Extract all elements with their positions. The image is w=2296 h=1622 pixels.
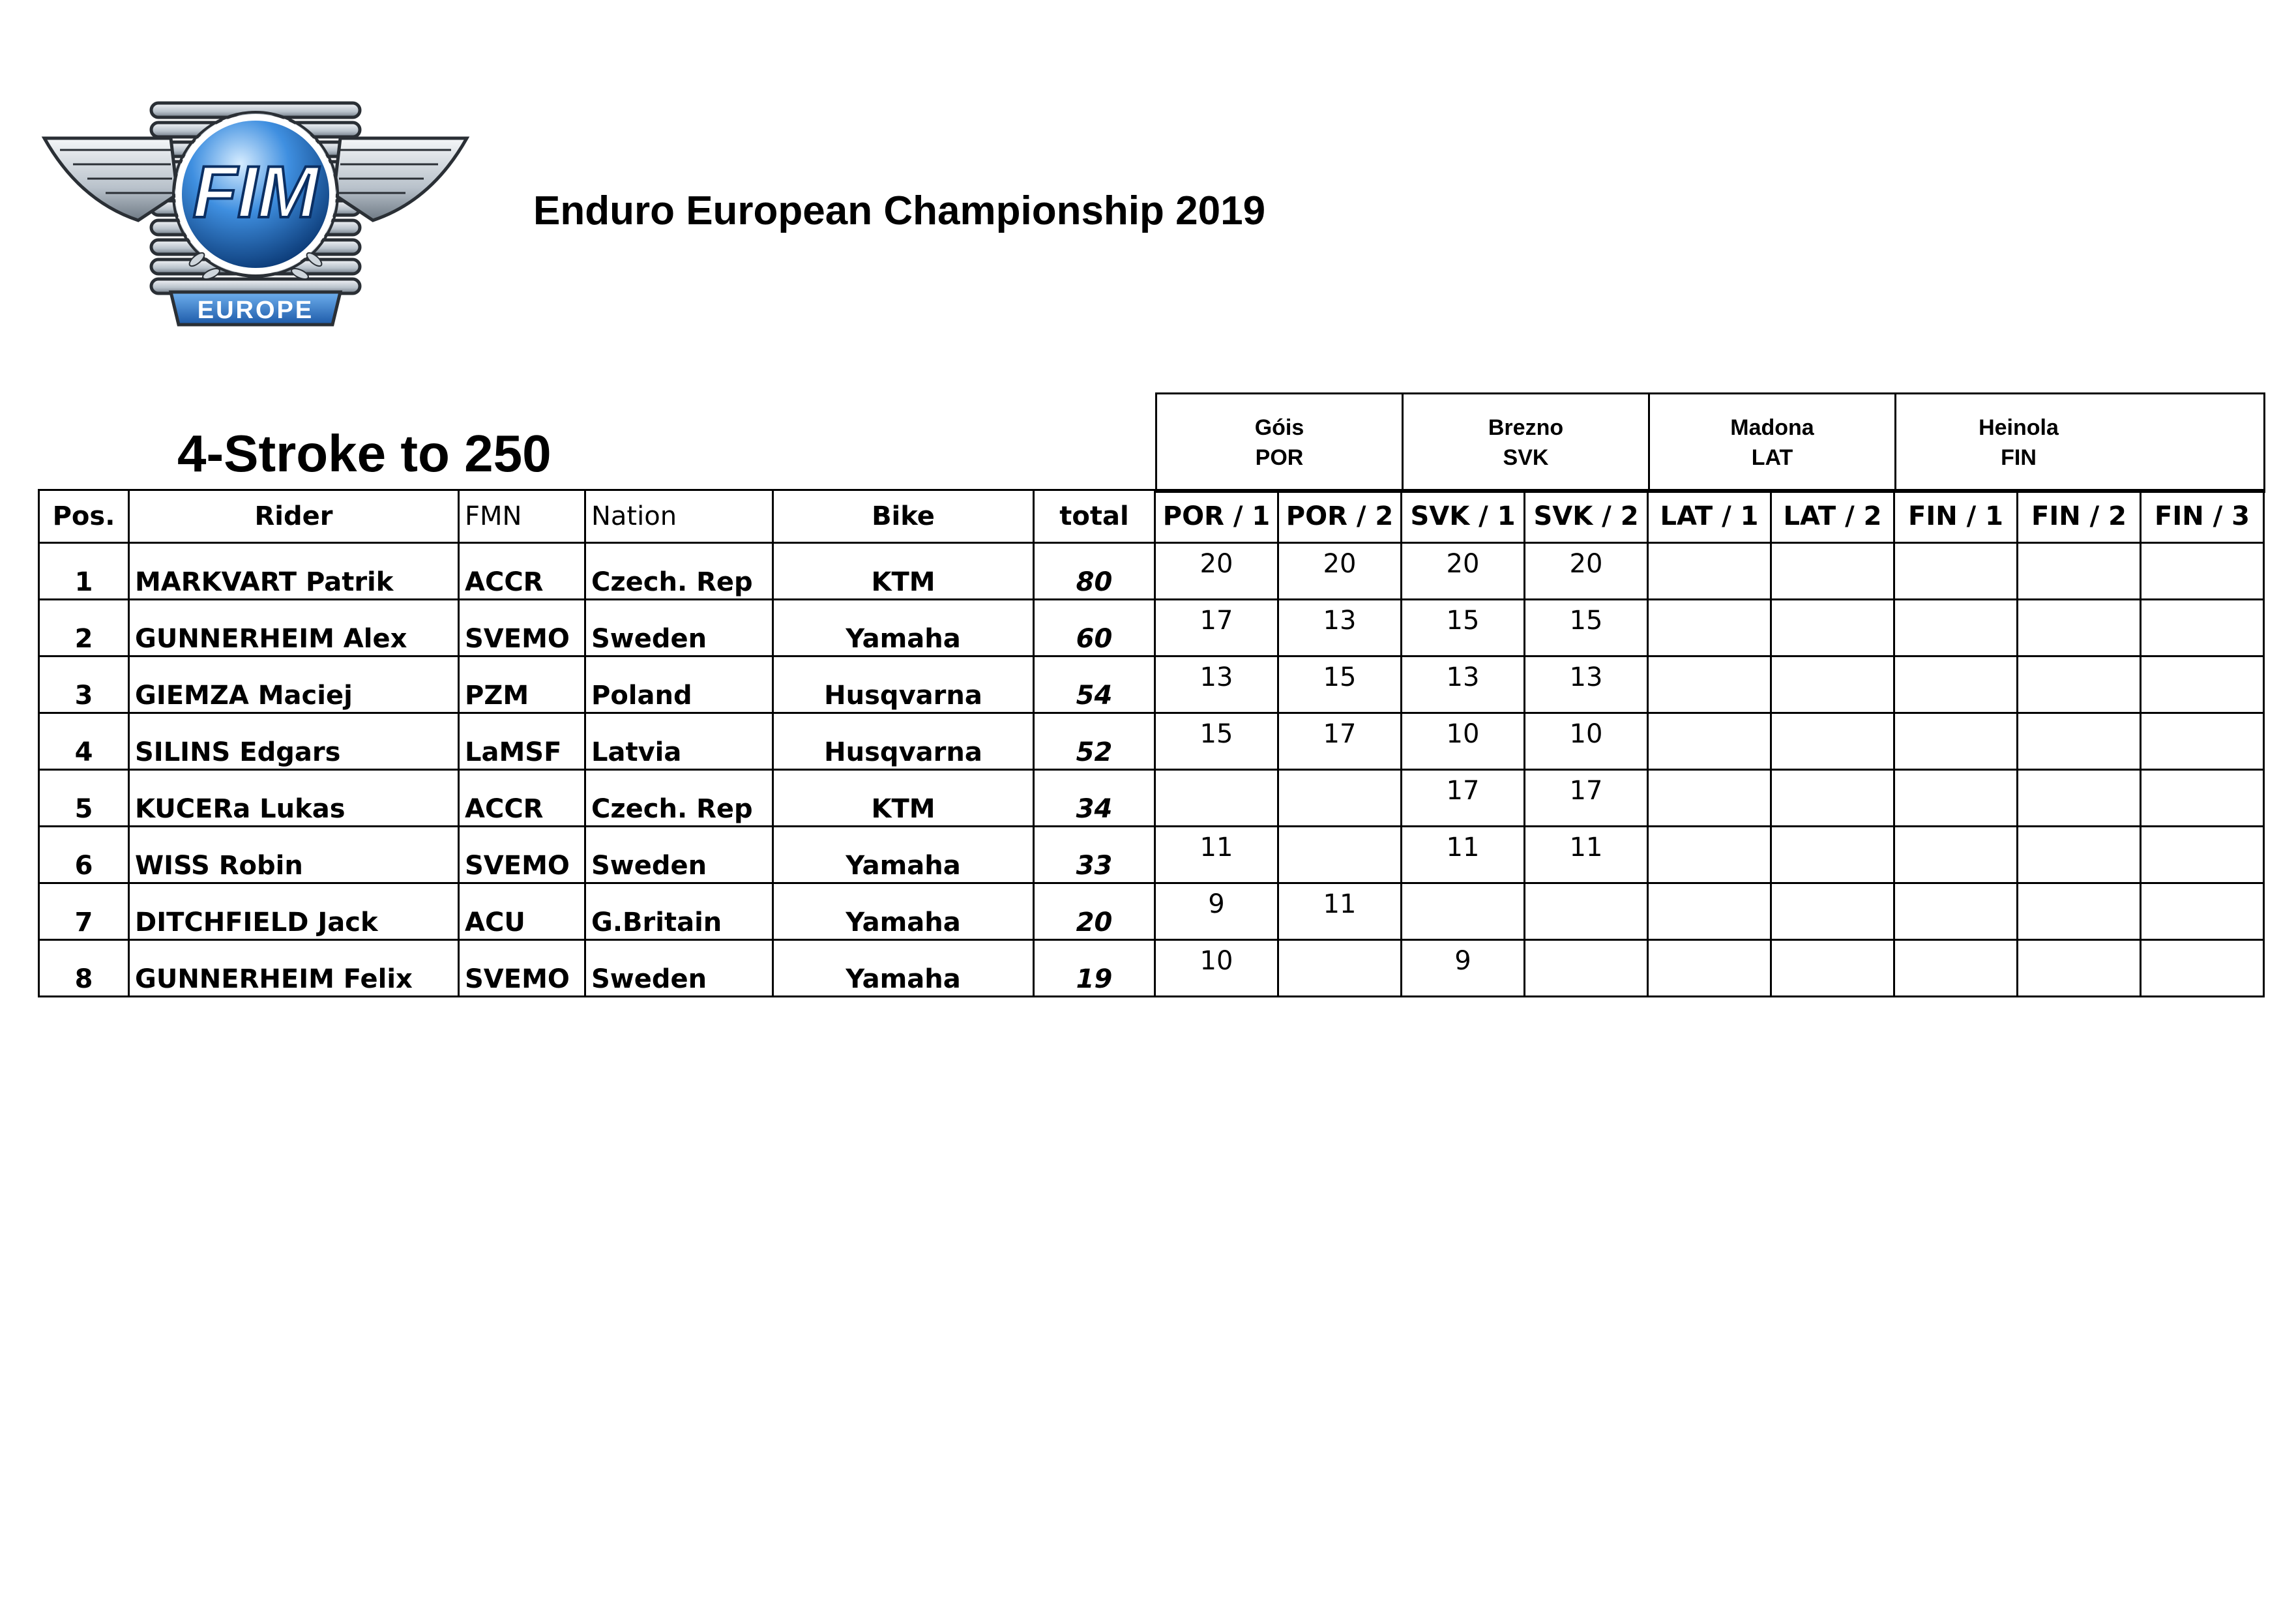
pos-cell: 3 [39,656,129,713]
score-cell [1525,940,1648,997]
fmn-cell: ACCR [459,770,585,827]
rider-cell: GUNNERHEIM Felix [129,940,459,997]
pos-cell: 1 [39,543,129,600]
score-cell [1771,656,1894,713]
score-cell [1648,770,1771,827]
score-cell [1894,883,2018,940]
score-cell [1648,543,1771,600]
score-cell [1771,827,1894,883]
score-cell [2141,656,2264,713]
score-cell: 17 [1278,713,1402,770]
fmn-cell: SVEMO [459,940,585,997]
col-header-fmn: FMN [459,490,585,543]
table-row [39,656,2264,713]
pos-cell: 2 [39,600,129,656]
score-cell: 13 [1155,656,1278,713]
score-cell [2018,600,2141,656]
score-cell [2141,940,2264,997]
score-cell: 20 [1278,543,1402,600]
score-cell: 11 [1155,827,1278,883]
score-cell [1278,827,1402,883]
score-cell: 9 [1155,883,1278,940]
venue-header [1894,392,2265,493]
score-cell: 17 [1525,770,1648,827]
table-row [39,940,2264,997]
fmn-cell: ACCR [459,543,585,600]
nation-cell: Czech. Rep [585,770,773,827]
rider-cell: GUNNERHEIM Alex [129,600,459,656]
score-cell [1771,600,1894,656]
venue-header [1402,392,1648,493]
total-cell: 20 [1034,883,1155,940]
rider-cell: MARKVART Patrik [129,543,459,600]
fmn-cell: SVEMO [459,600,585,656]
score-cell: 13 [1402,656,1525,713]
bike-cell: Yamaha [773,883,1034,940]
rider-cell: GIEMZA Maciej [129,656,459,713]
score-cell [1278,940,1402,997]
score-cell [1648,940,1771,997]
bike-cell: Husqvarna [773,656,1034,713]
score-cell [2018,713,2141,770]
score-cell: 11 [1402,827,1525,883]
fim-europe-logo [40,96,471,339]
pos-cell: 8 [39,940,129,997]
score-cell: 15 [1525,600,1648,656]
score-cell: 11 [1278,883,1402,940]
logo-fim-text: FIM [192,151,319,233]
col-header-rider: Rider [129,490,459,543]
score-cell [1155,770,1278,827]
score-cell: 13 [1525,656,1648,713]
score-cell: 11 [1525,827,1648,883]
score-cell: 15 [1402,600,1525,656]
score-cell [1894,940,2018,997]
nation-cell: Czech. Rep [585,543,773,600]
bike-cell: Yamaha [773,940,1034,997]
score-cell [1771,883,1894,940]
rider-cell: SILINS Edgars [129,713,459,770]
venue-code: LAT [1751,445,1793,470]
score-cell [1894,600,2018,656]
table-row [39,827,2264,883]
nation-cell: G.Britain [585,883,773,940]
col-header-pos: Pos. [39,490,129,543]
score-cell [1648,600,1771,656]
score-cell [2018,940,2141,997]
score-cell [1648,883,1771,940]
nation-cell: Poland [585,656,773,713]
score-cell [2141,600,2264,656]
score-cell [1894,713,2018,770]
score-cell [1648,656,1771,713]
col-header-lat-2: LAT / 2 [1771,490,1894,543]
score-cell: 20 [1155,543,1278,600]
score-cell [2018,656,2141,713]
rider-cell: KUCERa Lukas [129,770,459,827]
pos-cell: 7 [39,883,129,940]
bike-cell: Yamaha [773,827,1034,883]
score-cell [1648,713,1771,770]
col-header-bike: Bike [773,490,1034,543]
col-header-fin-1: FIN / 1 [1894,490,2018,543]
total-cell: 52 [1034,713,1155,770]
score-cell [2141,770,2264,827]
col-header-svk-1: SVK / 1 [1402,490,1525,543]
score-cell [1402,883,1525,940]
table-header-row [39,490,2264,543]
col-header-fin-3: FIN / 3 [2141,490,2264,543]
pos-cell: 5 [39,770,129,827]
table-row [39,883,2264,940]
score-cell: 9 [1402,940,1525,997]
venue-code: SVK [1503,445,1549,470]
col-header-por-1: POR / 1 [1155,490,1278,543]
score-cell: 10 [1155,940,1278,997]
col-header-svk-2: SVK / 2 [1525,490,1648,543]
table-row [39,600,2264,656]
venue-header-row [1155,392,2263,490]
fmn-cell: PZM [459,656,585,713]
col-header-lat-1: LAT / 1 [1648,490,1771,543]
venue-code: FIN [2001,445,2037,470]
col-header-por-2: POR / 2 [1278,490,1402,543]
results-body [39,543,2264,997]
score-cell [1894,770,2018,827]
table-row [39,713,2264,770]
rider-cell: WISS Robin [129,827,459,883]
score-cell [1894,656,2018,713]
score-cell: 15 [1278,656,1402,713]
bike-cell: KTM [773,770,1034,827]
score-cell [2018,827,2141,883]
score-cell: 17 [1155,600,1278,656]
score-cell [2018,883,2141,940]
score-cell: 10 [1402,713,1525,770]
total-cell: 34 [1034,770,1155,827]
venue-name: Brezno [1488,415,1564,440]
col-header-nation: Nation [585,490,773,543]
venue-name: Góis [1254,415,1304,440]
total-cell: 19 [1034,940,1155,997]
score-cell [1525,883,1648,940]
total-cell: 80 [1034,543,1155,600]
score-cell: 10 [1525,713,1648,770]
score-cell [1894,827,2018,883]
score-cell [2141,543,2264,600]
score-cell [2141,827,2264,883]
bike-cell: Yamaha [773,600,1034,656]
score-cell [1771,940,1894,997]
total-cell: 33 [1034,827,1155,883]
score-cell [1278,770,1402,827]
venue-header [1155,392,1402,493]
venue-code: POR [1255,445,1304,470]
bike-cell: Husqvarna [773,713,1034,770]
score-cell [2018,770,2141,827]
score-cell [1771,770,1894,827]
score-cell [1894,543,2018,600]
total-cell: 60 [1034,600,1155,656]
pos-cell: 6 [39,827,129,883]
score-cell [1648,827,1771,883]
document-title: Enduro European Championship 2019 [533,188,1266,233]
venue-header [1648,392,1894,493]
score-cell: 20 [1525,543,1648,600]
score-cell [1771,543,1894,600]
nation-cell: Latvia [585,713,773,770]
venue-name: Madona [1730,415,1814,440]
class-title: 4-Stroke to 250 [177,424,552,482]
score-cell [2141,883,2264,940]
score-cell: 15 [1155,713,1278,770]
results-table [38,489,2265,997]
score-cell: 20 [1402,543,1525,600]
score-cell [2141,713,2264,770]
nation-cell: Sweden [585,827,773,883]
nation-cell: Sweden [585,600,773,656]
pos-cell: 4 [39,713,129,770]
col-header-fin-2: FIN / 2 [2018,490,2141,543]
fmn-cell: ACU [459,883,585,940]
table-row [39,543,2264,600]
table-row [39,770,2264,827]
venue-name: Heinola [1979,415,2059,440]
logo-europe-text: EUROPE [197,297,314,324]
nation-cell: Sweden [585,940,773,997]
score-cell [1771,713,1894,770]
bike-cell: KTM [773,543,1034,600]
fmn-cell: LaMSF [459,713,585,770]
score-cell: 17 [1402,770,1525,827]
score-cell: 13 [1278,600,1402,656]
rider-cell: DITCHFIELD Jack [129,883,459,940]
score-cell [2018,543,2141,600]
fmn-cell: SVEMO [459,827,585,883]
total-cell: 54 [1034,656,1155,713]
col-header-total: total [1034,490,1155,543]
